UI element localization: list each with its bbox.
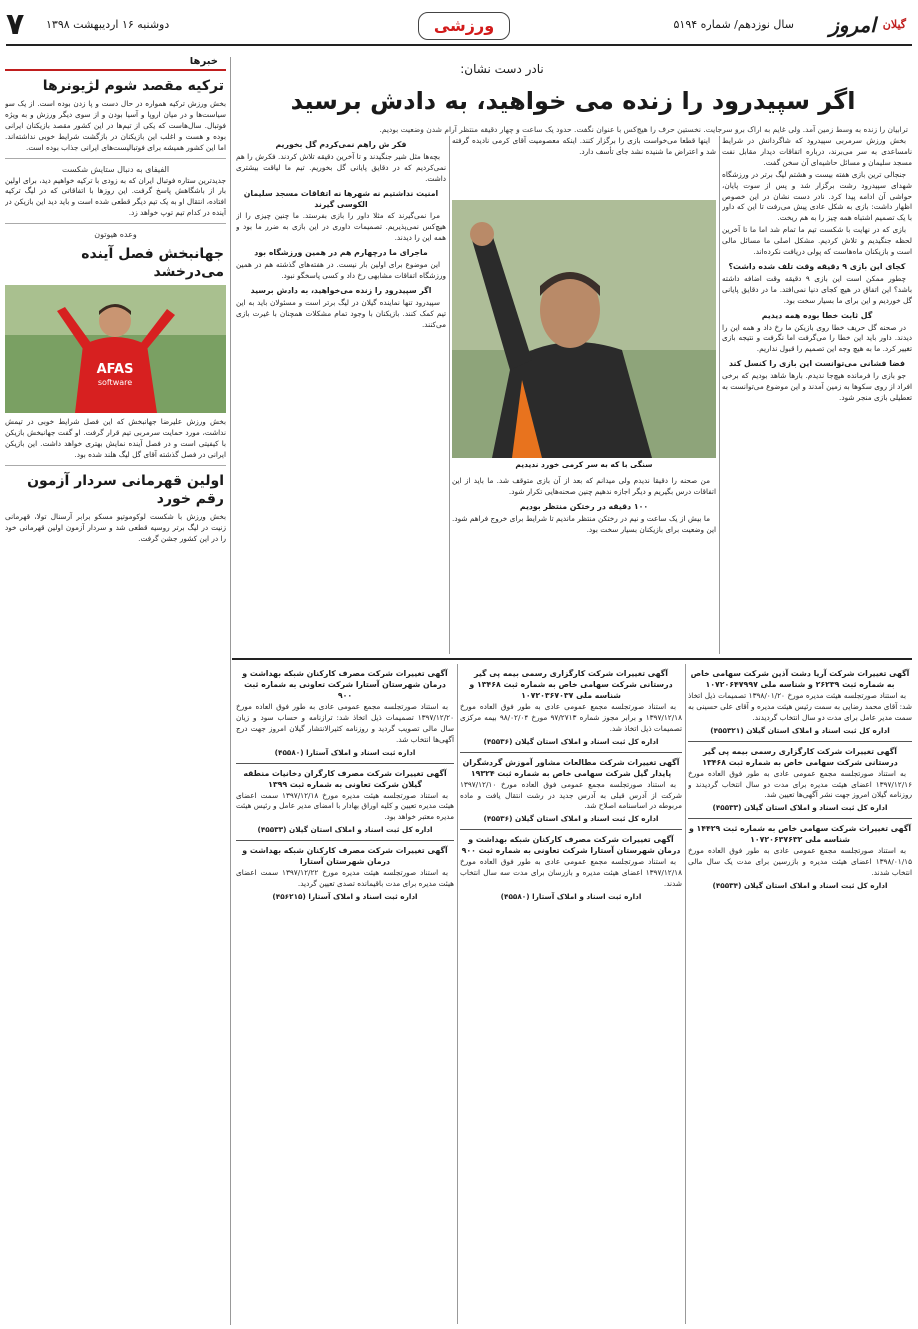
ad-body: به استناد صورتجلسه مجمع عمومی فوق العاده مورخ ۱۳۹۷/۱۲/۱۰ شرکت از آدرس قبلی به آدرس جدید در رشت انتقال یافت و ماده مربوطه در اساسنامه اصلاح شد.: [460, 779, 682, 811]
jersey-sponsor: AFAS: [96, 362, 134, 378]
page-number: ۷: [6, 7, 25, 42]
subhead: گل ثابت خطا بوده همه دیدیم: [761, 310, 873, 320]
legal-ads-column-1: [688, 664, 912, 1324]
story-kicker: الفیفای به دنبال ستایش شکست: [61, 164, 170, 174]
ad-signature: اداره ثبت اسناد و املاک آستارا (۴۵۵۸۰): [500, 891, 642, 901]
jersey-sponsor-sub: software: [97, 378, 133, 388]
ad-signature: اداره ثبت اسناد و املاک آستارا (۴۵۵۸۰): [274, 747, 416, 757]
ad-title: آگهی تغییرات شرکت مصرف کارگران دخانیات منطقه گیلان شرکت تعاونی به شماره ثبت ۱۳۹۹: [243, 768, 447, 789]
ad-separator: [236, 763, 454, 764]
column-rule: [685, 664, 686, 1324]
referee-photo: [452, 200, 716, 458]
ad-body: به استناد صورتجلسه هیئت مدیره مورخ ۱۳۹۷/۱۲/۲۲ سمت اعضای هیئت مدیره برای مدت باقیمانده تصدی تعیین گردید.: [236, 868, 454, 889]
player-illustration: [5, 285, 226, 413]
section-title: ورزشی: [418, 12, 510, 40]
ad-signature: اداره کل ثبت اسناد و املاک استان گیلان (۴۵۵۳۶): [483, 814, 659, 824]
divider: [5, 158, 226, 159]
column-rule: [457, 664, 458, 1324]
player-photo: [5, 285, 226, 413]
ad-separator: [236, 840, 454, 841]
ad-signature: اداره کل ثبت اسناد و املاک استان گیلان (۴۵۵۳۴): [712, 880, 888, 890]
story-body: جدیدترین ستاره فوتبال ایران که به زودی با ترکیه خواهیم دید، برای اولین بار از باشگاهش پاسخ گرفت. این روزها با اتفاقاتی که در لیگ ترکیه افتاده، انتقال او به یک تیم دیگر قطعی شده است و باید دید این بازیکن در آینده در کدام تیم توپ خواهد زد.: [5, 175, 226, 218]
masthead: [6, 6, 912, 46]
subhead: ماجرای ما درچهارم هم در همین ورزشگاه بود: [254, 248, 428, 258]
ad-title: آگهی تغییرات شرکت کارگزاری رسمی بیمه پی گیر درستانی شرکت سهامی خاص به شماره ثبت ۱۳۴۶۸: [702, 746, 898, 767]
ad-separator: [688, 741, 912, 742]
referee-illustration: [452, 200, 716, 458]
ad-body: به استناد صورتجلسه مجمع عمومی عادی به طور فوق العاده مورخ ۱۳۹۷/۱۲/۱۶ اعضای هیئت مدیره برای مدت دو سال انتخاب گردیدند و روزنامه گیلان امروز جهت نشر آگهی‌ها تعیین شد.: [688, 768, 912, 800]
column-rule: [719, 136, 720, 654]
ads-top-rule: [232, 658, 912, 660]
article-column-1: بخش ورزش سرمربی سپیدرود که شاگردانش در شرایط نامساعدی به سر می‌برند، درباره اتفاقات دیدار مقابل نفت مسجد سلیمان و مسائل حاشیه‌ای آن سخن گفت. جنجالی ترین بازی هفته بیست و هشتم لیگ برتر در ورزشگاه شهدای سپیدرود رشت برگزار شد و پس از سوت پایان، حواشی آن ادامه پیدا کرد. نادر دست نشان در این خصوص اظهار داشت: بازی به شکل عادی پیش می‌رفت تا این که داور با یک تصمیم اشتباه همه چیز را به هم ریخت. بازی که در نهایت با شکست تیم ما تمام شد اما ما تا آخرین لحظه جنگیدیم و تلاش کردیم. مشکل اصلی ما مسائل مالی است و بازیکنان ماه‌هاست که پولی دریافت نکرده‌اند. کجای این بازی ۹ دقیقه وقت تلف شده داشت؟ چطور ممکن است این بازی ۹ دقیقه وقت اضافه داشته باشد؟ این اتفاق در هیچ کجای دنیا نمی‌افتد. ما در دقایق پایانی گل خوردیم و این برای ما بسیار سخت بود. گل ثابت خطا بوده همه دیدیم در صحنه گل حریف خطا روی بازیکن ما رخ داد و همه این را دیدند. داور باید این خطا را می‌گرفت اما نگرفت و نتیجه بازی تغییر کرد. ما به هیچ وجه این تصمیم را قبول نداریم. فضا فشانی می‌توانست این بازی را کنسل کند جو بازی را فرمانده هیچ‌جا ندیدم. بارها شاهد بودیم که برخی افراد از روی سکوها به زمین آمدند و این موضوع می‌توانست به تعطیلی بازی منجر شود.: [722, 136, 912, 402]
ad-title: آگهی تغییرات شرکت مصرف کارکنان شبکه بهداشت و درمان شهرستان آستارا شرکت تعاونی به شماره ثبت ۹۰۰: [242, 669, 448, 700]
ad-title: آگهی تغییرات شرکت سهامی خاص به شماره ثبت ۱۴۴۲۹ و شناسه ملی ۱۰۷۲۰۶۳۷۶۳۲: [688, 824, 912, 845]
subhead: فضا فشانی می‌توانست این بازی را کنسل کند: [729, 359, 905, 369]
news-section-tab: خبرها: [5, 57, 226, 71]
subhead: فکر ش راهم نمی‌کردم گل بخوریم: [275, 140, 407, 149]
issue-number: سال نوزدهم/ شماره ۵۱۹۴: [673, 18, 794, 31]
story-kicker: وعده هیوتون: [94, 230, 137, 240]
story-body: بخش ورزش علیرضا جهانبخش که این فصل شرایط خوبی در تیمش نداشت، مورد حمایت سرمربی تیم قرار گرفت. او گفت جهانبخش بازیکن با کیفیتی است و در فصل آینده نمایش بهتری خواهد داشت. این بازیکن ایرانی در فصل گذشته آقای گل لیگ هلند شده بود.: [5, 417, 226, 459]
ad-signature: اداره کل ثبت اسناد و املاک استان گیلان (۴۵۵۳۶): [483, 736, 659, 746]
article-headline: اگر سپیدرود را زنده می خواهید، به دادش برسید: [290, 87, 856, 115]
article-column-2-top: اینها قطعا می‌خواست بازی را برگزار کنند. اینکه معصومیت آقای کرمی نادیده گرفته شد و اعتراض ما شنیده نشد جای تأسف دارد.: [452, 136, 716, 156]
article-kicker: نادر دست نشان:: [460, 62, 544, 76]
ad-signature: اداره کل ثبت اسناد و املاک استان گیلان (۴۵۵۳۳): [257, 825, 433, 835]
newspaper-logo: [802, 8, 906, 42]
subhead: اگر سپیدرود را زنده می‌خواهید، به دادش برسید: [250, 285, 432, 295]
ad-title: آگهی تغییرات شرکت مصرف کارکنان شبکه بهداشت و درمان شهرستان آستارا شرکت تعاونی به شماره ثبت ۹۰۰: [461, 835, 681, 856]
logo-main: امروز: [829, 13, 876, 37]
subhead: امنیت نداشتیم نه شهرها نه اتفاقات مسجد سلیمان الکوسی گیرند: [243, 188, 439, 209]
story-title: جهانبخش فصل آینده می‌درخشد: [81, 246, 224, 281]
article-column-3: فکر ش راهم نمی‌کردم گل بخوریم بچه‌ها مثل شیر جنگیدند و تا آخرین دقیقه تلاش کردند. فکرش را هم نمی‌کردیم که در دقایق پایانی گل بخوریم. تیم ما لیاقت بیشتری داشت. امنیت نداشتیم نه شهرها نه اتفاقات مسجد سلیمان الکوسی گیرند مرا نمی‌گیرند که مثلا داور را بازی بفرستد. ما چنین چیزی را از هیچ‌کس نمی‌پذیریم. تصمیمات داوری در این بازی به ضرر ما بود و همه این را دیدند. ماجرای ما درچهارم هم در همین ورزشگاه بود این موضوع برای اولین بار نیست. در هفته‌های گذشته هم در همین ورزشگاه اتفاقات مشابهی رخ داد و کسی پاسخگو نبود. اگر سپیدرود را زنده می‌خواهید، به دادش برسید سپیدرود تنها نماینده گیلان در لیگ برتر است و مسئولان باید به این تیم کمک کنند. بازیکنان با وجود تمام مشکلات همچنان با غیرت بازی می‌کنند.: [236, 140, 446, 329]
article-lead: ترابیان را زنده به وسط زمین آمد. ولی غایم به اراک برو سرجایت. نخستین حرف را هیچ‌کس با عنوان نگفت. حدود یک ساعت و چهار دقیقه منتظر آرام شدن وضعیت بودیم.: [379, 125, 908, 134]
news-sidebar: [5, 57, 226, 1325]
story-title: ترکیه مقصد شوم لژیونرها: [42, 78, 224, 94]
ad-separator: [460, 829, 682, 830]
subhead: کجای این بازی ۹ دقیقه وقت تلف شده داشت؟: [728, 261, 906, 271]
issue-date: دوشنبه ۱۶ اردیبهشت ۱۳۹۸: [46, 18, 170, 31]
ad-body: به استناد صورتجلسه مجمع عمومی عادی به طور فوق العاده مورخ ۱۳۹۷/۱۲/۱۸ و برابر مجوز شماره ۹۷/۲۷۱۳ مورخ ۹۸/۰۲/۰۴ بیمه مرکزی تصمیمات ذیل اتخاذ شد.: [460, 702, 682, 733]
story-body: بخش ورزش ترکیه همواره در حال دست و پا زدن بوده است. از یک سو سیاست‌ها و در میان اروپا و آسیا بودن و از سوی دیگر ورزش و به ویژه فوتبال. سال‌هاست که یکی از تیم‌ها در این کشور مقصد بازیکنان ایرانی بوده و هست و اغلب این بازیکنان در بازگشت شرایط خوبی نداشته‌اند. اما این کشور همیشه برای فوتبالیست‌های ایرانی جذاب بوده است.: [5, 99, 226, 152]
ad-signature: اداره کل ثبت اسناد و املاک استان گیلان (۴۵۵۳۳): [712, 803, 888, 813]
ad-body: به استناد صورتجلسه مجمع عمومی عادی به طور فوق العاده مورخ ۱۳۹۸/۰۱/۱۵ اعضای هیئت مدیره و بازرسین برای مدت یک سال مالی انتخاب شدند.: [688, 846, 912, 878]
legal-ads-column-2: [460, 664, 682, 1324]
ad-separator: [688, 818, 912, 819]
ad-title: آگهی تغییرات شرکت کارگزاری رسمی بیمه پی گیر درستانی شرکت سهامی خاص به شماره ثبت ۱۳۴۶۸ و شناسه ملی ۱۰۷۲۰۳۶۷۰۳۷: [469, 669, 673, 700]
ad-signature: اداره کل ثبت اسناد و املاک استان گیلان (۴۵۵۳۲۱): [710, 725, 890, 735]
ad-body: به استناد صورتجلسه هیئت مدیره مورخ ۱۳۹۸/۰۱/۲۰ تصمیمات ذیل اتخاذ شد: آقای محمد رضایی به سمت رئیس هیئت مدیره و آقای علی حسینی به سمت مدیر عامل برای مدت دو سال انتخاب گردیدند.: [688, 691, 912, 722]
article-column-2-bottom: من صحنه را دقیقا ندیدم ولی میدانم که بعد از آن بازی متوقف شد. ما باید از این اتفاقات درس بگیریم و دیگر اجازه ندهیم چنین صحنه‌هایی تکرار شود. ۱۰۰ دقیقه در رختکن منتظر بودیم ما بیش از یک ساعت و نیم در رختکن منتظر ماندیم تا شرایط برای خروج فراهم شود. این وضعیت برای بازیکنان بسیار سخت بود.: [452, 476, 716, 534]
subhead: ۱۰۰ دقیقه در رختکن منتظر بودیم: [519, 501, 649, 511]
column-rule: [449, 136, 450, 654]
story-title: اولین قهرمانی سردار آزمون رقم خورد: [27, 472, 224, 507]
ad-signature: اداره ثبت اسناد و املاک آستارا (۴۵۶۲۱۵): [272, 891, 418, 901]
ad-title: آگهی تغییرات شرکت مطالعات مشاور آموزش گردشگران پایدار گیل شرکت سهامی خاص به شماره ثبت ۱۹۳۲۴: [462, 757, 680, 778]
ad-title: آگهی تغییرات شرکت مصرف کارکنان شبکه بهداشت و درمان شهرستان آستارا: [242, 846, 448, 867]
ad-body: به استناد صورتجلسه مجمع عمومی عادی به طور فوق العاده مورخ ۱۳۹۷/۱۲/۲۰ تصمیمات ذیل اتخاذ شد: ترازنامه و حساب سود و زیان سال مالی تصویب گردید و روزنامه کثیرالانتشار گیلان امروز جهت درج آگهی‌ها انتخاب شد.: [236, 702, 454, 744]
divider: [5, 223, 226, 224]
logo-prefix: گیلان: [882, 18, 906, 31]
ad-title: آگهی تغییرات شرکت آریا دشت آذین شرکت سهامی خاص به شماره ثبت ۲۶۲۳۹ و شناسه ملی ۱۰۷۲۰۶۴۷۹۹۷: [690, 669, 910, 689]
column-rule: [230, 57, 231, 1325]
story-body: بخش ورزش با شکست لوکوموتیو مسکو برابر آرسنال تولا، قهرمانی زنیت در لیگ برتر روسیه قطعی شد و سردار آزمون اولین قهرمانی خود را در این کشور جشن گرفت.: [5, 511, 226, 543]
legal-ads-column-3: [236, 664, 454, 1324]
ad-separator: [460, 752, 682, 753]
ad-body: به استناد صورتجلسه مجمع عمومی عادی به طور فوق العاده مورخ ۱۳۹۷/۱۲/۱۸ اعضای هیئت مدیره و بازرسان برای مدت سه سال انتخاب شدند.: [460, 857, 682, 889]
ad-body: به استناد صورتجلسه هیئت مدیره مورخ ۱۳۹۷/۱۲/۱۸ سمت اعضای هیئت مدیره تعیین و کلیه اوراق بهادار با امضای مدیر عامل و رئیس هیئت مدیره معتبر خواهد بود.: [236, 790, 454, 822]
photo-caption: سنگی با که به سر کرمی خورد ندیدیم: [515, 460, 653, 469]
divider: [5, 465, 226, 466]
